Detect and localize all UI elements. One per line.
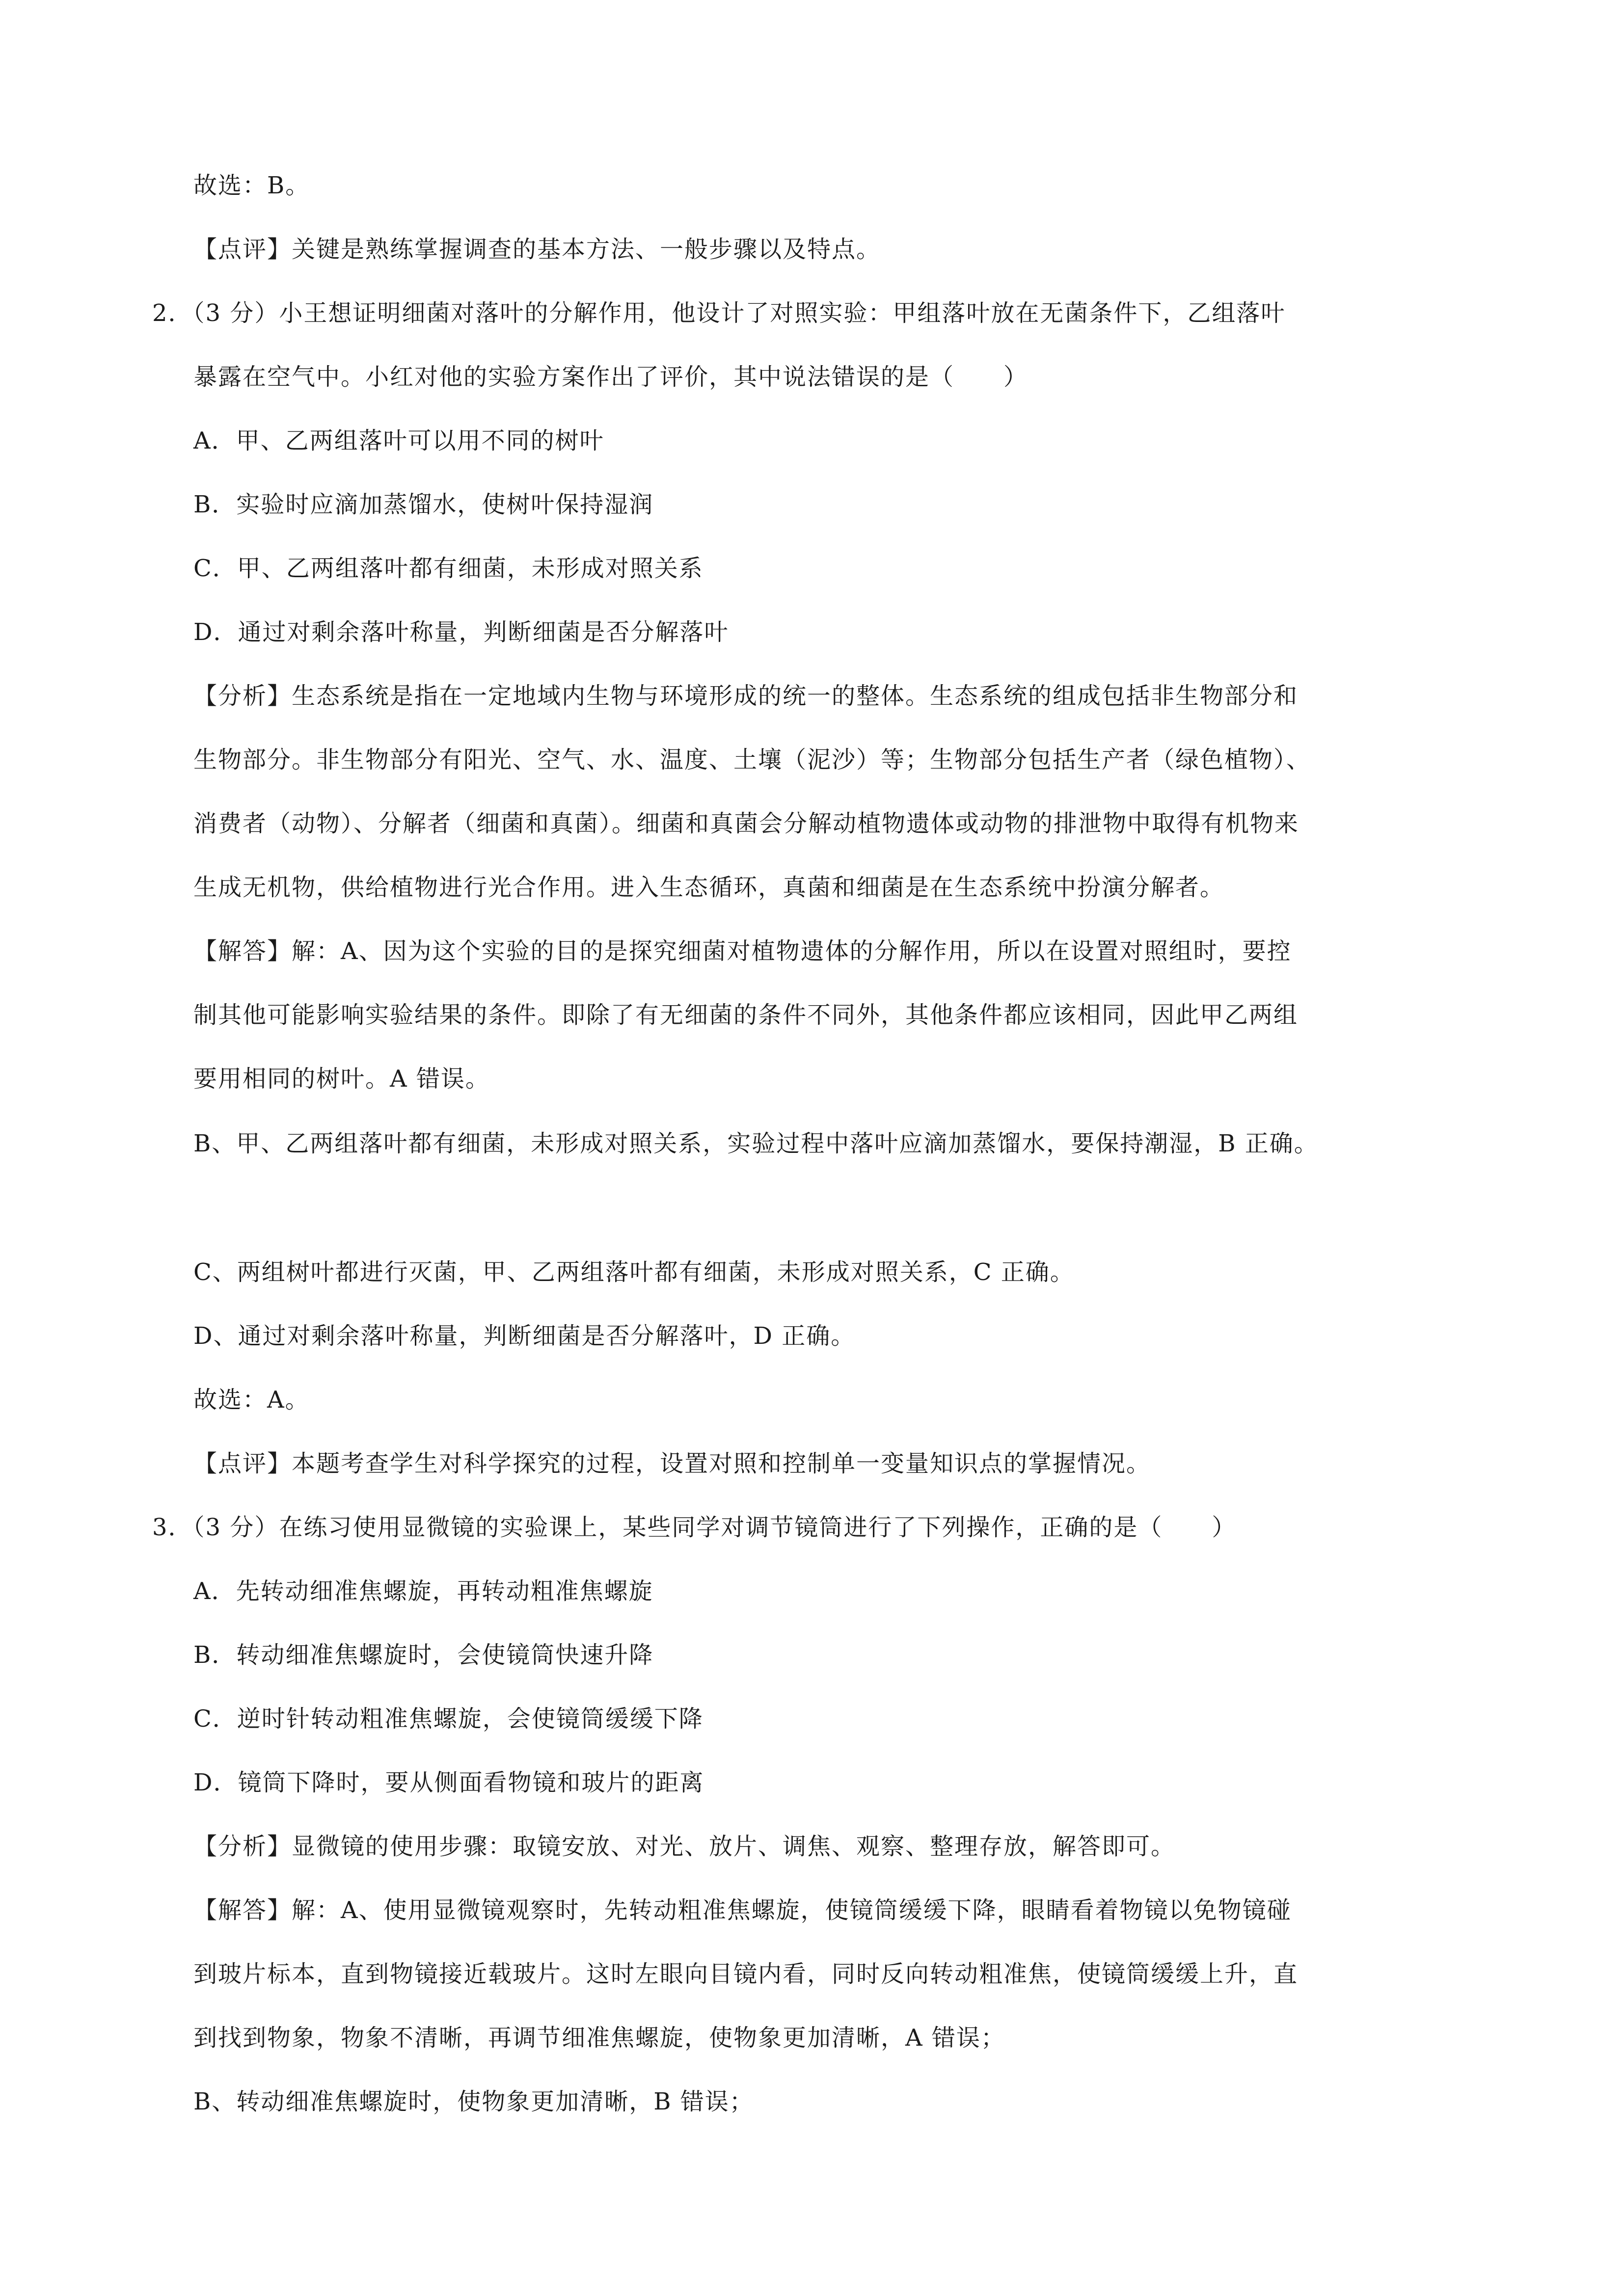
q2-answer-line-2: 制其他可能影响实验结果的条件。即除了有无细菌的条件不同外，其他条件都应该相同，因此甲乙两组 — [193, 1001, 1299, 1029]
q3-answer-line-4: B、转动细准焦螺旋时，使物象更加清晰，B 错误； — [193, 2088, 754, 2115]
q2-stem-line-2: 暴露在空气中。小红对他的实验方案作出了评价，其中说法错误的是（ ） — [193, 363, 1029, 391]
q2-answer-line-1: 【解答】解：A、因为这个实验的目的是探究细菌对植物遗体的分解作用，所以在设置对照组时，要控 — [193, 937, 1292, 965]
q1-review: 【点评】关键是熟练掌握调查的基本方法、一般步骤以及特点。 — [193, 236, 881, 263]
q2-answer-line-5: C、两组树叶都进行灭菌，甲、乙两组落叶都有细菌，未形成对照关系，C 正确。 — [193, 1258, 1075, 1286]
q3-answer-line-1: 【解答】解：A、使用显微镜观察时，先转动粗准焦螺旋，使镜筒缓缓下降，眼睛看着物镜以免物镜碰 — [193, 1896, 1292, 1924]
q3-stem: 3．（3 分）在练习使用显微镜的实验课上，某些同学对调节镜筒进行了下列操作，正确的是（ ） — [152, 1514, 1237, 1541]
q3-option-c: C．逆时针转动粗准焦螺旋，会使镜筒缓缓下降 — [193, 1705, 704, 1733]
q2-stem-line-1: 2．（3 分）小王想证明细菌对落叶的分解作用，他设计了对照实验：甲组落叶放在无菌条件下，乙组落叶 — [152, 299, 1286, 327]
q3-option-b: B．转动细准焦螺旋时，会使镜筒快速升降 — [193, 1641, 654, 1669]
q3-answer-line-3: 到找到物象，物象不清晰，再调节细准焦螺旋，使物象更加清晰，A 错误； — [193, 2024, 1005, 2052]
q2-analysis-line-1: 【分析】生态系统是指在一定地域内生物与环境形成的统一的整体。生态系统的组成包括非生物部分和 — [193, 682, 1299, 710]
q3-analysis: 【分析】显微镜的使用步骤：取镜安放、对光、放片、调焦、观察、整理存放，解答即可。 — [193, 1833, 1176, 1860]
q3-option-d: D．镜筒下降时，要从侧面看物镜和玻片的距离 — [193, 1769, 704, 1796]
q2-option-b: B．实验时应滴加蒸馏水，使树叶保持湿润 — [193, 491, 654, 518]
q3-answer-line-2: 到玻片标本，直到物镜接近载玻片。这时左眼向目镜内看，同时反向转动粗准焦，使镜筒缓缓上升，直 — [193, 1960, 1299, 1988]
q2-review: 【点评】本题考查学生对科学探究的过程，设置对照和控制单一变量知识点的掌握情况。 — [193, 1450, 1151, 1477]
q2-answer-line-6: D、通过对剩余落叶称量，判断细菌是否分解落叶，D 正确。 — [193, 1322, 856, 1350]
q2-option-c: C．甲、乙两组落叶都有细菌，未形成对照关系 — [193, 555, 704, 582]
q2-option-a: A．甲、乙两组落叶可以用不同的树叶 — [193, 427, 604, 454]
q2-option-d: D．通过对剩余落叶称量，判断细菌是否分解落叶 — [193, 618, 729, 646]
q2-analysis-line-2: 生物部分。非生物部分有阳光、空气、水、温度、土壤（泥沙）等；生物部分包括生产者（绿色植物）、 — [193, 746, 1311, 774]
q2-analysis-line-3: 消费者（动物）、分解者（细菌和真菌）。细菌和真菌会分解动植物遗体或动物的排泄物中取得有机物来 — [193, 810, 1299, 837]
q3-option-a: A．先转动细准焦螺旋，再转动粗准焦螺旋 — [193, 1577, 653, 1605]
q2-analysis-line-4: 生成无机物，供给植物进行光合作用。进入生态循环，真菌和细菌是在生态系统中扮演分解者。 — [193, 874, 1225, 901]
q2-final-answer: 故选：A。 — [193, 1386, 310, 1414]
q1-final-answer: 故选：B。 — [193, 172, 310, 199]
q2-answer-line-3: 要用相同的树叶。A 错误。 — [193, 1065, 490, 1093]
q2-answer-line-4: B、甲、乙两组落叶都有细菌，未形成对照关系，实验过程中落叶应滴加蒸馏水，要保持潮湿，B 正确。 — [193, 1130, 1319, 1157]
